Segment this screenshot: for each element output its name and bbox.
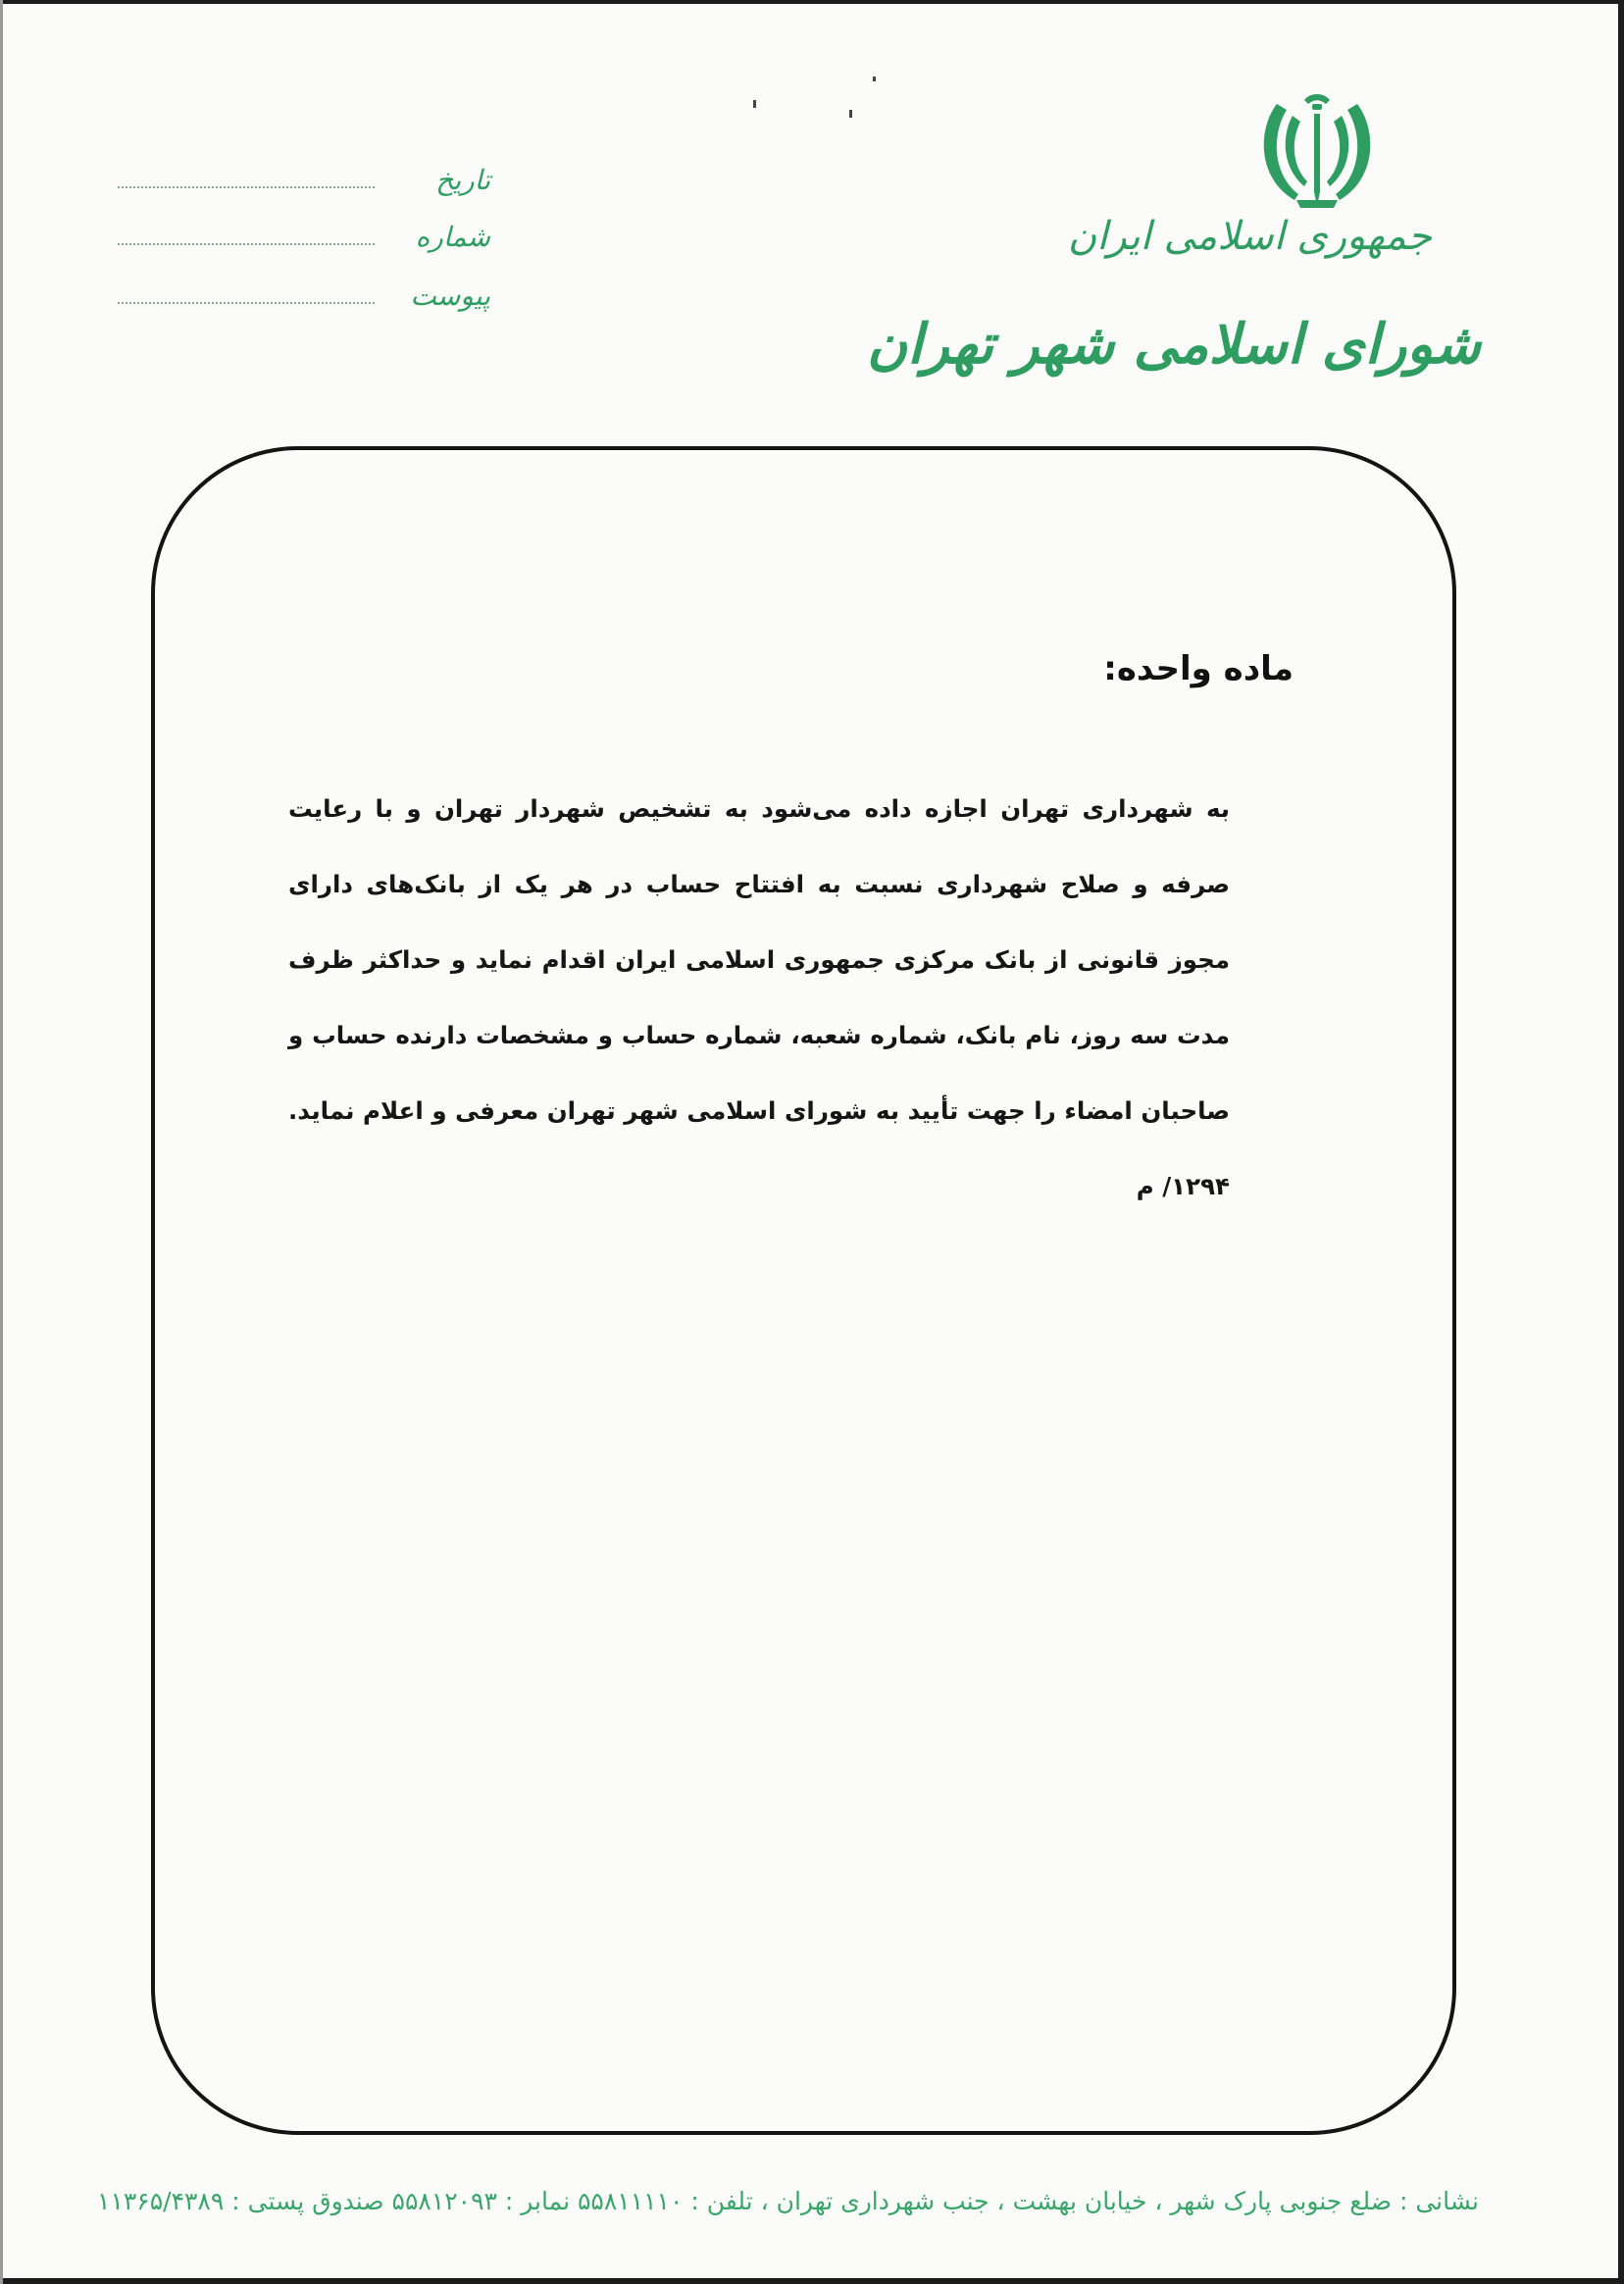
number-field-line <box>118 243 375 245</box>
footer-address: نشانی : ضلع جنوبی پارک شهر ، خیابان بهشت ، جنب شهرداری تهران ، تلفن : ۵۵۸۱۱۱۱۰ نمابر : ۵۵۸۱۲۰۹۳ صندوق پستی : ۱۱۳۶۵/۴۳۸۹ <box>97 2187 1479 2215</box>
scan-edge-right <box>1618 0 1624 2284</box>
scan-edge-left <box>0 0 3 2284</box>
attachment-field <box>118 275 490 314</box>
scan-edge-bottom <box>0 2278 1624 2284</box>
date-field-line <box>118 186 375 188</box>
number-field <box>118 216 490 255</box>
section-heading: ماده واحده: <box>1103 649 1294 688</box>
content-frame <box>151 446 1456 2135</box>
iran-emblem-icon <box>1255 90 1379 212</box>
council-name: شورای اسلامی شهر تهران <box>867 312 1481 377</box>
attachment-label: پیوست <box>410 279 490 312</box>
republic-name: جمهوری اسلامی ایران <box>1067 214 1432 259</box>
scan-speck <box>873 76 876 81</box>
date-label: تاریخ <box>435 164 490 196</box>
date-field <box>118 159 490 198</box>
scan-speck <box>849 110 852 118</box>
scan-speck <box>753 100 756 108</box>
number-label: شماره <box>415 221 490 253</box>
scan-edge-top <box>0 0 1624 4</box>
attachment-field-line <box>118 302 375 304</box>
body-paragraph: به شهرداری تهران اجازه داده می‌شود به تشخیص شهردار تهران و با رعایت صرفه و صلاح شهرداری نسبت به افتتاح حساب در هر یک از بانک‌های دارای مجوز قانونی از بانک مرکزی جمهوری اسلامی ایران اقدام نماید و حداکثر ظرف مدت سه روز، نام بانک، شماره شعبه، شماره حساب و مشخصات دارنده حساب و صاحبان امضاء را جهت تأیید به شورای اسلامی شهر تهران معرفی و اعلام نماید. ۱۲۹۴/ م <box>288 794 1230 1200</box>
